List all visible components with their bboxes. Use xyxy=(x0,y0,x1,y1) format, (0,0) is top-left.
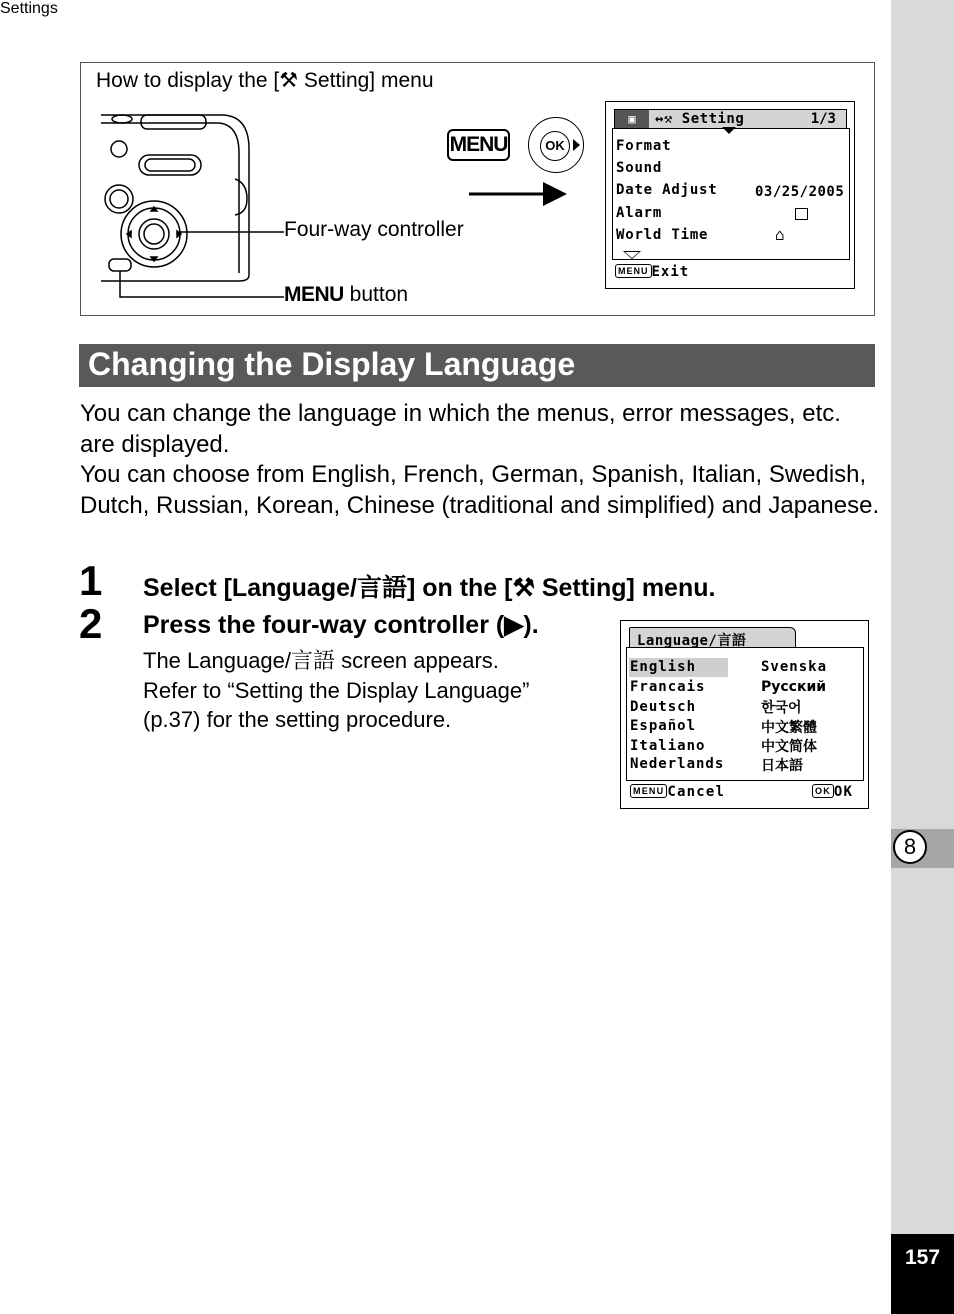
ok-key-icon: OK xyxy=(812,784,834,798)
step-text: Press the four-way controller (▶). xyxy=(143,611,539,639)
alarm-checkbox-icon xyxy=(795,208,808,220)
setting-menu-screen xyxy=(605,101,855,289)
language-option: Svenska xyxy=(761,659,828,675)
menu-key-icon: MENU xyxy=(447,129,510,161)
setting-item: Format xyxy=(616,138,672,154)
intro-paragraph: You can choose from English, French, German, Spanish, Italian, Swedish, Dutch, Russian, Korean, Chinese (traditional and simplified) and Japanese. xyxy=(80,461,880,519)
section-heading: Changing the Display Language xyxy=(79,344,875,387)
camera-illustration-icon xyxy=(99,109,289,314)
step-number: 2 xyxy=(79,600,103,647)
ok-label: OK xyxy=(833,784,854,800)
step-body-line: The Language/言語 screen appears. xyxy=(143,648,499,673)
menu-key-icon: MENU xyxy=(615,264,652,278)
menu-button-label xyxy=(284,283,408,307)
language-list-panel xyxy=(626,647,864,781)
home-icon: ⌂ xyxy=(775,225,785,244)
ok-hint xyxy=(812,784,853,800)
menu-rest: button xyxy=(343,283,409,306)
setting-tab-title: ↔⚒ Setting xyxy=(655,111,745,127)
language-option: Italiano xyxy=(630,738,706,754)
language-option: 한국어 xyxy=(761,700,802,716)
four-way-controller-label: Four-way controller xyxy=(284,218,464,241)
language-option: Francais xyxy=(630,679,706,695)
setting-item: Alarm xyxy=(616,205,663,221)
cancel-hint xyxy=(630,784,725,800)
language-tab-title: Language/言語 xyxy=(637,633,747,649)
language-screen xyxy=(620,620,869,809)
language-tab-bar xyxy=(629,627,796,648)
chapter-side-tab xyxy=(891,0,954,1314)
exit-label: Exit xyxy=(651,264,690,280)
setting-item: Sound xyxy=(616,160,663,176)
language-option: 中文简体 xyxy=(761,739,817,755)
setting-list-panel xyxy=(612,128,850,260)
language-option: Deutsch xyxy=(630,699,697,715)
step-body-line: (p.37) for the setting procedure. xyxy=(143,707,452,732)
step-body xyxy=(143,646,603,735)
howto-title: How to display the [⚒ Setting] menu xyxy=(96,69,434,92)
setting-item: Date Adjust xyxy=(616,182,718,198)
language-option: Español xyxy=(630,718,697,734)
language-option: Nederlands xyxy=(630,756,725,772)
page-number: 157 xyxy=(891,1234,954,1314)
right-arrow-icon xyxy=(469,181,569,211)
step-body-line: Refer to “Setting the Display Language” xyxy=(143,677,530,703)
menu-strong: MENU xyxy=(284,283,344,306)
camera-tab-icon: ▣ xyxy=(615,110,649,129)
setting-item: World Time xyxy=(616,227,709,243)
language-option: English xyxy=(630,659,697,675)
scroll-down-icon xyxy=(623,251,641,259)
setting-tab-bar xyxy=(614,109,847,129)
exit-hint xyxy=(615,264,689,280)
step-text: Select [Language/言語] on the [⚒ Setting] menu. xyxy=(143,574,716,602)
chapter-label: Settings xyxy=(0,0,58,17)
language-option: 中文繁體 xyxy=(761,720,817,736)
intro-paragraph: You can change the language in which the menus, error messages, etc. are displayed. xyxy=(80,400,841,458)
step-number: 1 xyxy=(79,557,103,604)
right-triangle-icon xyxy=(573,139,580,151)
ok-key: OK xyxy=(540,131,570,161)
howto-box xyxy=(80,62,875,316)
date-value: 03/25/2005 xyxy=(755,184,845,200)
setting-page-indicator: 1/3 xyxy=(810,111,836,127)
menu-key-icon: MENU xyxy=(630,784,667,798)
ok-dial-icon xyxy=(528,117,584,173)
cancel-label: Cancel xyxy=(667,784,726,800)
chapter-number: 8 xyxy=(893,830,927,864)
language-option: Русский xyxy=(761,679,827,695)
language-option: 日本語 xyxy=(761,758,803,774)
